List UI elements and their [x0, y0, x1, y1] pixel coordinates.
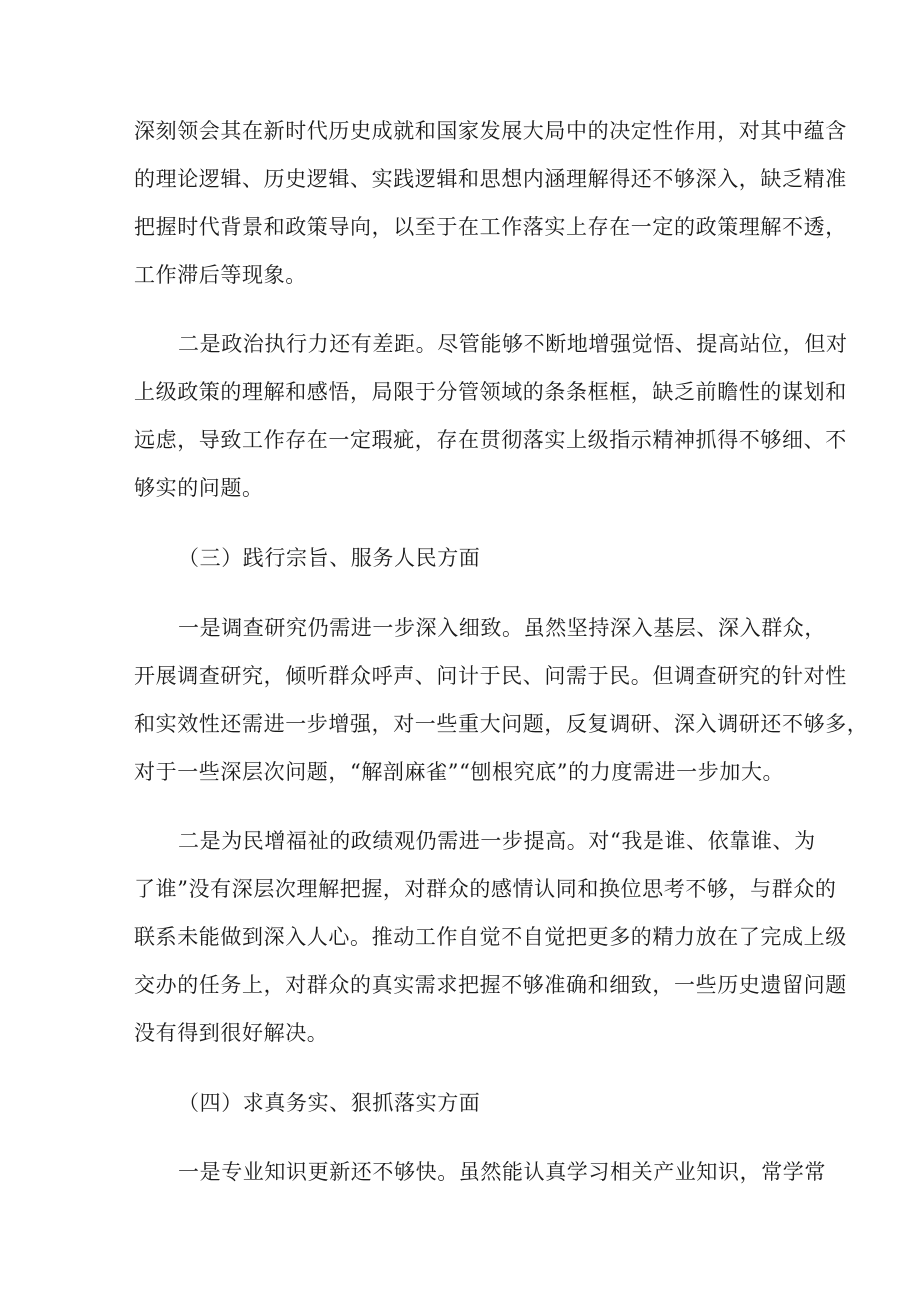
section-heading-4: （四）求真务实、狠抓落实方面 [178, 1091, 481, 1115]
paragraph-3-line-2: 开展调查研究，倾听群众呼声、问计于民、问需于民。但调查研究的针对性 [134, 664, 847, 688]
paragraph-1-line-2: 的理论逻辑、历史逻辑、实践逻辑和思想内涵理解得还不够深入，缺乏精准 [134, 167, 847, 191]
paragraph-5-line-1: 一是专业知识更新还不够快。虽然能认真学习相关产业知识，常学常 [178, 1160, 826, 1184]
paragraph-3-line-3: 和实效性还需进一步增强，对一些重大问题，反复调研、深入调研还不够多， [134, 712, 869, 736]
paragraph-2-line-1: 二是政治执行力还有差距。尽管能够不断地增强觉悟、提高站位，但对 [178, 332, 848, 356]
section-heading-3: （三）践行宗旨、服务人民方面 [178, 546, 481, 570]
paragraph-4-line-5: 没有得到很好解决。 [134, 1021, 329, 1045]
paragraph-3-line-1: 一是调查研究仍需进一步深入细致。虽然坚持深入基层、深入群众， [178, 616, 826, 640]
paragraph-4-line-1: 二是为民增福祉的政绩观仍需进一步提高。对“我是谁、依靠谁、为 [178, 829, 816, 853]
paragraph-4-line-2: 了谁”没有深层次理解把握，对群众的感情认同和换位思考不够，与群众的 [134, 877, 837, 901]
paragraph-2-line-2: 上级政策的理解和感悟，局限于分管领域的条条框框，缺乏前瞻性的谋划和 [134, 380, 847, 404]
paragraph-2-line-3: 远虑，导致工作存在一定瑕疵，存在贯彻落实上级指示精神抓得不够细、不 [134, 428, 847, 452]
paragraph-3-line-4: 对于一些深层次问题，“解剖麻雀”“刨根究底”的力度需进一步加大。 [134, 760, 785, 784]
paragraph-1-line-3: 把握时代背景和政策导向，以至于在工作落实上存在一定的政策理解不透， [134, 215, 847, 239]
paragraph-1-line-1: 深刻领会其在新时代历史成就和国家发展大局中的决定性作用，对其中蕴含 [134, 119, 847, 143]
paragraph-4-line-3: 联系未能做到深入人心。推动工作自觉不自觉把更多的精力放在了完成上级 [134, 925, 847, 949]
paragraph-4-line-4: 交办的任务上，对群众的真实需求把握不够准确和细致，一些历史遗留问题 [134, 973, 847, 997]
paragraph-2-line-4: 够实的问题。 [134, 476, 264, 500]
paragraph-1-line-4: 工作滞后等现象。 [134, 263, 307, 287]
